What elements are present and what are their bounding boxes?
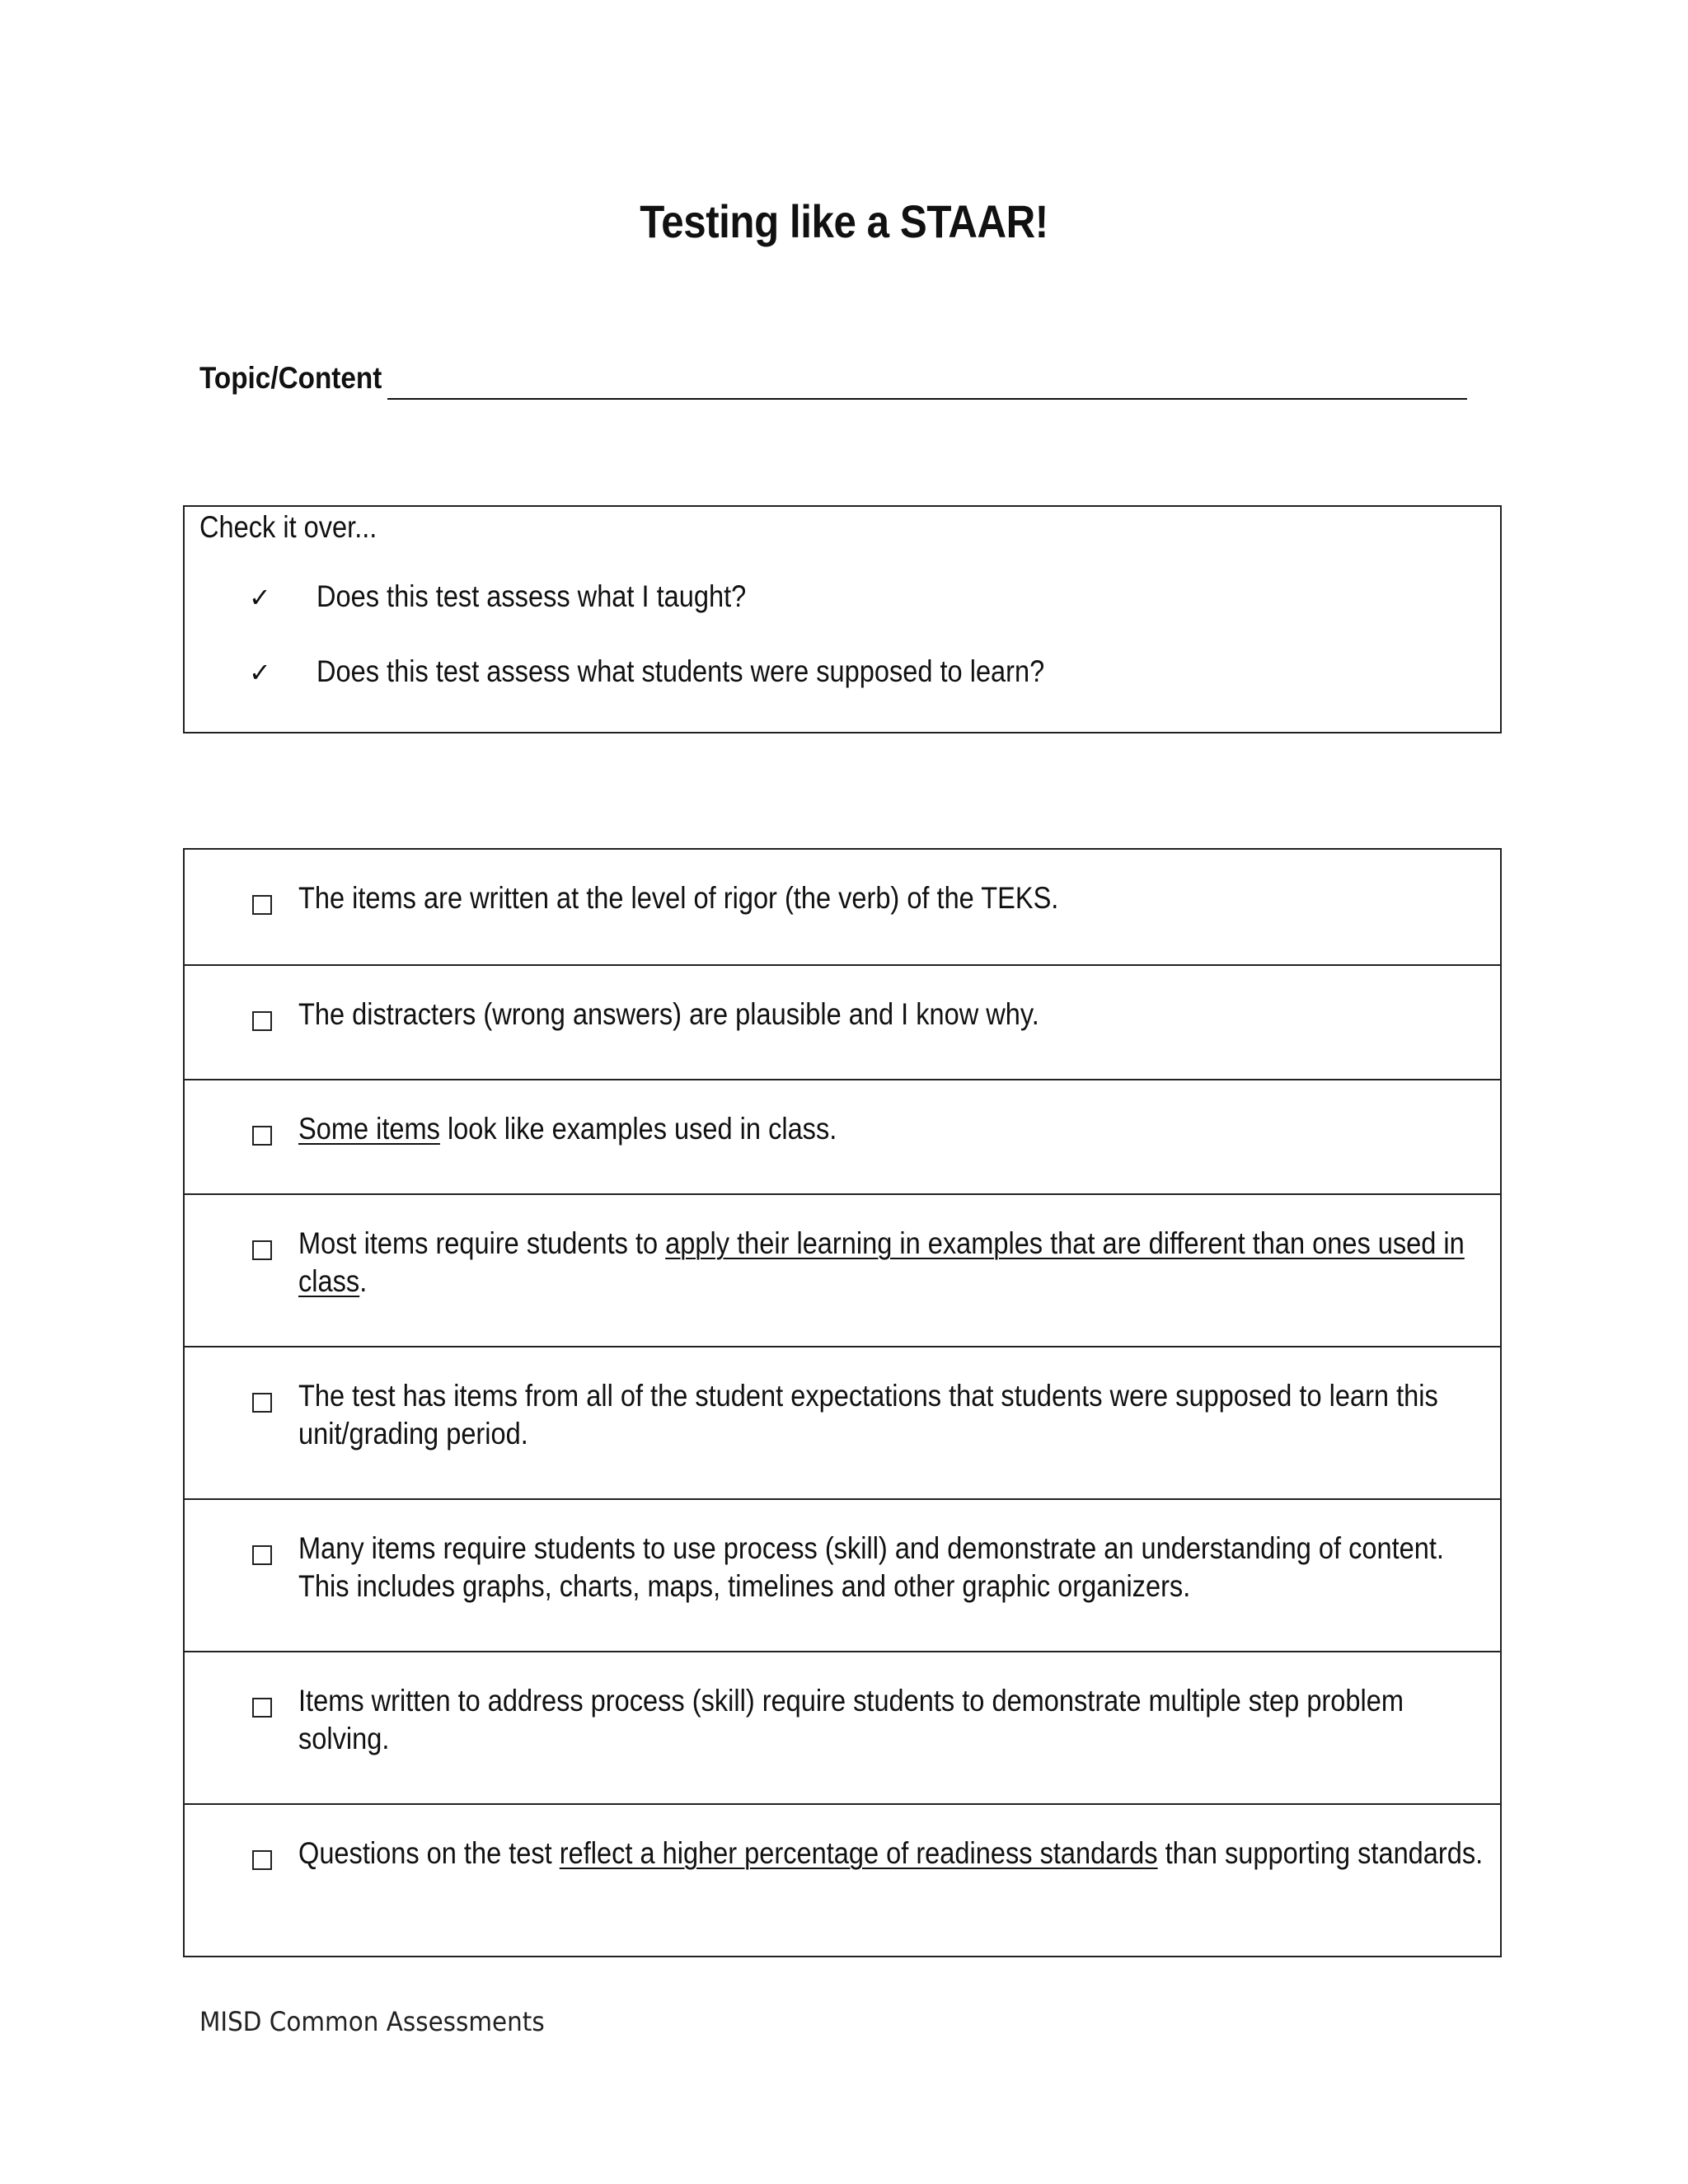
checkmark-icon: ✓ bbox=[249, 582, 271, 613]
checkmark-icon: ✓ bbox=[249, 657, 271, 688]
checklist-item-text bbox=[298, 1530, 1488, 1605]
checkbox[interactable] bbox=[252, 1393, 272, 1413]
checklist-row bbox=[185, 1803, 1500, 1956]
criteria-checklist-table bbox=[183, 848, 1502, 1957]
text-segment: The test has items from all of the student expectations that students were supposed to learn this unit/grading period. bbox=[298, 1379, 1438, 1451]
underlined-text: Some items bbox=[298, 1112, 440, 1146]
checklist-row bbox=[185, 1193, 1500, 1346]
checklist-item-text bbox=[298, 1110, 1488, 1148]
page-title: Testing like a STAAR! bbox=[640, 195, 1048, 247]
checkbox[interactable] bbox=[252, 1545, 272, 1565]
check-item bbox=[249, 651, 1045, 693]
text-segment: The items are written at the level of rigor (the verb) of the TEKS. bbox=[298, 881, 1059, 915]
check-item-text: Does this test assess what students were supposed to learn? bbox=[316, 654, 1045, 688]
check-item-text: Does this test assess what I taught? bbox=[316, 579, 747, 613]
checklist-row bbox=[185, 1079, 1500, 1193]
checklist-row bbox=[185, 964, 1500, 1079]
checklist-row bbox=[185, 1346, 1500, 1498]
checklist-item-text bbox=[298, 1225, 1488, 1301]
checkbox[interactable] bbox=[252, 1240, 272, 1260]
footer-text: MISD Common Assessments bbox=[199, 2006, 545, 2037]
check-it-over-heading: Check it over... bbox=[199, 510, 377, 544]
underlined-text: reflect a higher percentage of readiness standards bbox=[559, 1836, 1158, 1870]
checklist-row bbox=[185, 850, 1500, 964]
check-item bbox=[249, 576, 747, 618]
text-segment: Most items require students to bbox=[298, 1226, 666, 1260]
checkbox[interactable] bbox=[252, 1698, 272, 1718]
text-segment: look like examples used in class. bbox=[439, 1112, 837, 1146]
text-segment: than supporting standards. bbox=[1157, 1836, 1484, 1870]
checkbox[interactable] bbox=[252, 1011, 272, 1031]
checklist-item-text bbox=[298, 996, 1488, 1033]
checkbox[interactable] bbox=[252, 1850, 272, 1870]
checklist-item-text bbox=[298, 1377, 1488, 1453]
checklist-item-text bbox=[298, 1682, 1488, 1758]
checkbox[interactable] bbox=[252, 895, 272, 915]
text-segment: Questions on the test bbox=[298, 1836, 560, 1870]
underlined-text: apply their learning in examples that are different than ones used in class bbox=[298, 1226, 1465, 1298]
text-segment: Items written to address process (skill) require students to demonstrate multiple step problem solving. bbox=[298, 1684, 1404, 1755]
text-segment: . bbox=[359, 1264, 368, 1298]
text-segment: The distracters (wrong answers) are plausible and I know why. bbox=[298, 997, 1039, 1031]
text-segment: Many items require students to use process (skill) and demonstrate an understanding of content. This includes graphs, charts, maps, timelines and other graphic organizers. bbox=[298, 1531, 1444, 1603]
checklist-row bbox=[185, 1651, 1500, 1803]
check-it-over-box bbox=[183, 505, 1502, 733]
checkbox[interactable] bbox=[252, 1126, 272, 1146]
topic-content-label: Topic/Content bbox=[199, 361, 382, 395]
checklist-item-text bbox=[298, 1835, 1488, 1872]
topic-content-blank-line[interactable] bbox=[387, 398, 1467, 400]
checklist-item-text bbox=[298, 879, 1488, 917]
checklist-row bbox=[185, 1498, 1500, 1651]
